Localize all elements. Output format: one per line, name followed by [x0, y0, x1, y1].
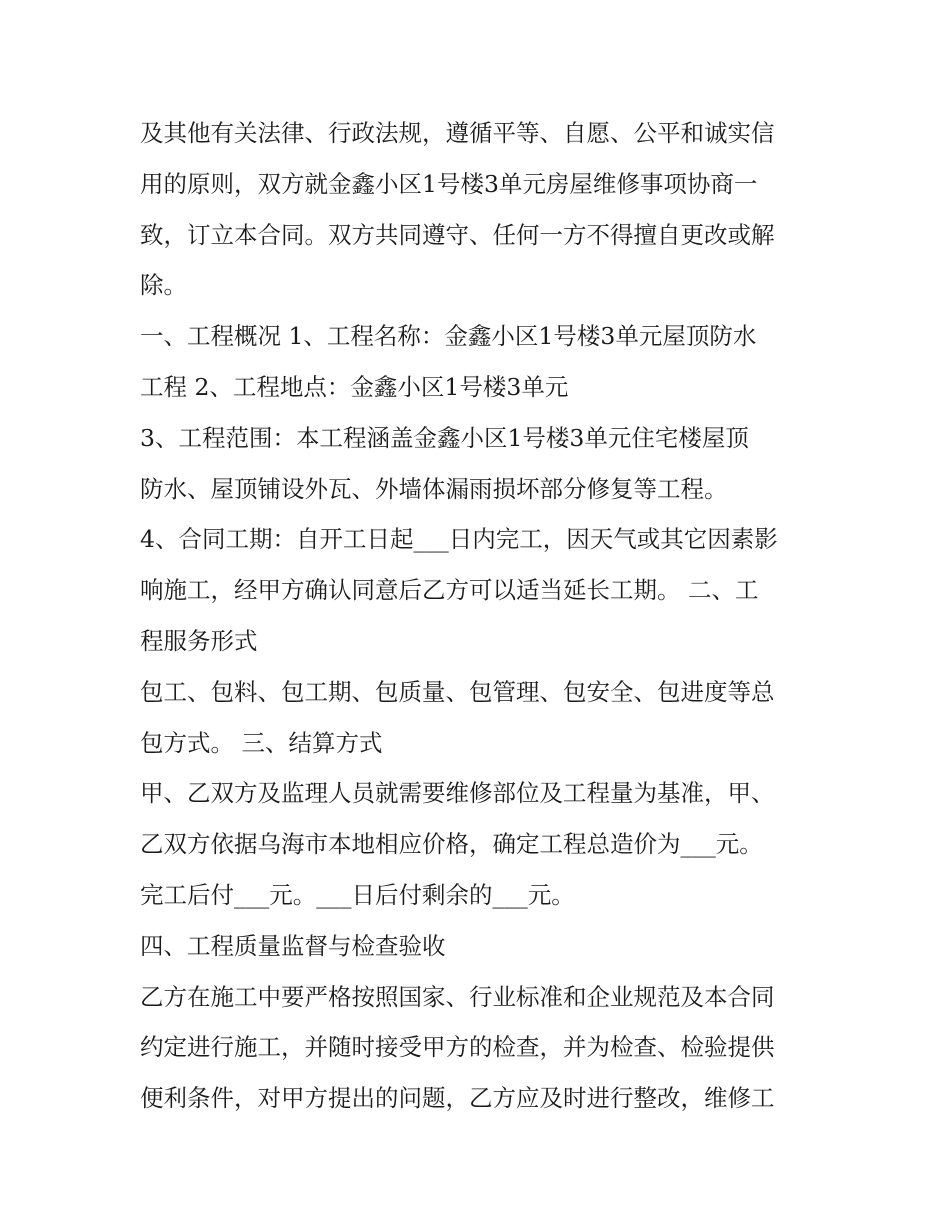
text-line: 响施工，经甲方确认同意后乙方可以适当延长工期。 二、工 [140, 576, 759, 605]
text-line: 包方式。 三、结算方式 [140, 728, 383, 757]
text-line: 包工、包料、包工期、包质量、包管理、包安全、包进度等总 [140, 677, 775, 706]
text-line: 程服务形式 [140, 626, 258, 655]
section-heading-line: 四、工程质量监督与检查验收 [140, 931, 446, 960]
text-line: 致，订立本合同。双方共同遵守、任何一方不得擅自更改或解 [140, 220, 775, 249]
text-line: 除。 [140, 271, 187, 300]
text-line: 工程 2、工程地点：金鑫小区1号楼3单元 [140, 372, 569, 401]
text-line: 便利条件，对甲方提出的问题，乙方应及时进行整改，维修工 [140, 1084, 775, 1113]
document-body [140, 108, 820, 1124]
text-line: 用的原则，双方就金鑫小区1号楼3单元房屋维修事项协商一 [140, 169, 758, 198]
text-line: 3、工程范围：本工程涵盖金鑫小区1号楼3单元住宅楼屋顶 [140, 423, 749, 452]
text-line: 及其他有关法律、行政法规，遵循平等、自愿、公平和诚实信 [140, 119, 775, 147]
text-line: 甲、乙双方及监理人员就需要维修部位及工程量为基准，甲、 [140, 779, 775, 808]
section-heading-line: 一、工程概况 1、工程名称：金鑫小区1号楼3单元屋顶防水 [140, 322, 757, 351]
text-line: 乙双方依据乌海市本地相应价格，确定工程总造价为___元。 [140, 830, 763, 859]
text-line: 完工后付___元。___日后付剩余的___元。 [140, 880, 575, 909]
text-line: 约定进行施工，并随时接受甲方的检查，并为检查、检验提供 [140, 1033, 775, 1062]
text-line: 乙方在施工中要严格按照国家、行业标准和企业规范及本合同 [140, 982, 775, 1011]
text-line: 防水、屋顶铺设外瓦、外墙体漏雨损坏部分修复等工程。 [140, 474, 728, 503]
text-line: 4、合同工期：自开工日起___日内完工，因天气或其它因素影 [140, 525, 778, 554]
